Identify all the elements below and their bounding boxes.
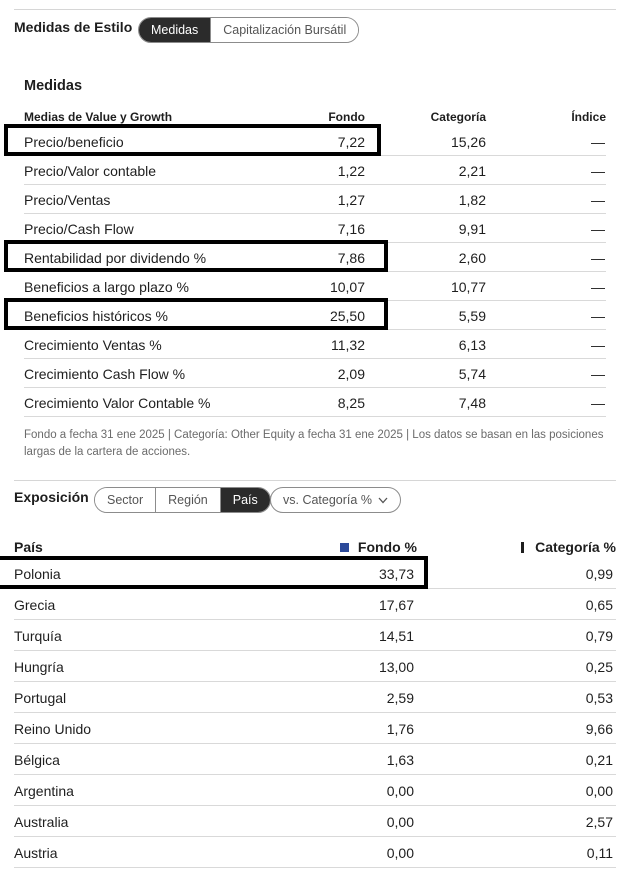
country-fund-value: 33,73 [378, 566, 414, 582]
measures-col-index: Índice [571, 110, 606, 124]
country-fund-value: 1,76 [386, 721, 414, 737]
country-category-value: 0,99 [585, 566, 613, 582]
country-label: Bélgica [14, 752, 60, 768]
highlight-box-polonia [0, 556, 428, 589]
measures-col-category: Categoría [430, 110, 486, 124]
country-fund-value: 0,00 [386, 783, 414, 799]
tab-pais[interactable]: País [220, 488, 270, 512]
measures-row [24, 185, 606, 214]
top-divider [14, 9, 616, 10]
tab-medidas[interactable]: Medidas [139, 18, 210, 42]
country-category-value: 0,21 [585, 752, 613, 768]
measure-index-value: — [591, 337, 605, 353]
measure-fund-value: 8,25 [337, 395, 365, 411]
measures-row [24, 156, 606, 185]
measure-label: Rentabilidad por dividendo % [24, 250, 207, 266]
measure-label: Crecimiento Valor Contable % [24, 395, 211, 411]
measure-category-value: 15,26 [450, 134, 486, 150]
measure-category-value: 6,13 [458, 337, 486, 353]
country-category-value: 0,11 [586, 845, 613, 861]
section-divider [14, 480, 616, 481]
measure-fund-value: 25,50 [329, 308, 365, 324]
country-fund-value: 2,59 [386, 690, 414, 706]
country-label: Grecia [14, 597, 56, 613]
country-row [14, 806, 616, 837]
tab-sector[interactable]: Sector [95, 488, 155, 512]
country-fund-value: 13,00 [378, 659, 414, 675]
country-row [14, 837, 616, 868]
tab-capitalizacion-bursatil[interactable]: Capitalización Bursátil [210, 18, 358, 42]
style-tab-group [138, 17, 359, 43]
country-category-value: 9,66 [585, 721, 613, 737]
fund-legend-square-icon [340, 543, 349, 552]
country-col-fund-label: Fondo % [357, 539, 417, 555]
country-fund-value: 0,00 [386, 814, 414, 830]
country-label: Austria [14, 845, 58, 861]
country-fund-value: 1,63 [386, 752, 414, 768]
measure-index-value: — [591, 395, 605, 411]
country-category-value: 0,00 [585, 783, 613, 799]
measure-label: Precio/Cash Flow [24, 221, 134, 237]
measure-index-value: — [591, 192, 605, 208]
country-row [14, 744, 616, 775]
measure-label: Precio/Valor contable [24, 163, 157, 179]
country-fund-value: 17,67 [378, 597, 414, 613]
measures-row [24, 330, 606, 359]
country-col-category-label: Categoría % [535, 539, 616, 555]
measure-label: Beneficios históricos % [24, 308, 168, 324]
measure-index-value: — [591, 308, 605, 324]
country-row [14, 589, 616, 620]
comparison-dropdown[interactable] [270, 487, 401, 513]
country-category-value: 0,25 [585, 659, 613, 675]
highlight-box-beneficios-historicos [4, 298, 388, 330]
measure-index-value: — [591, 163, 605, 179]
measure-index-value: — [591, 250, 605, 266]
measure-label: Crecimiento Ventas % [24, 337, 162, 353]
measure-index-value: — [591, 366, 605, 382]
measure-category-value: 2,60 [458, 250, 486, 266]
exposure-section-title: Exposición [14, 489, 89, 505]
measure-index-value: — [591, 221, 605, 237]
country-label: Reino Unido [14, 721, 92, 737]
measure-label: Crecimiento Cash Flow % [24, 366, 186, 382]
country-row [14, 775, 616, 806]
measures-row [24, 272, 606, 301]
measure-category-value: 1,82 [458, 192, 486, 208]
highlight-box-precio-beneficio [4, 124, 381, 156]
chevron-down-icon [378, 490, 388, 514]
measure-fund-value: 11,32 [331, 337, 365, 353]
country-category-value: 0,53 [585, 690, 613, 706]
measure-label: Precio/beneficio [24, 134, 124, 150]
measure-category-value: 5,59 [458, 308, 486, 324]
country-row [14, 713, 616, 744]
country-label: Turquía [14, 628, 62, 644]
measures-col-label: Medias de Value y Growth [24, 110, 173, 124]
exposure-tab-group [94, 487, 271, 513]
comparison-dropdown-label: vs. Categoría % [283, 493, 372, 507]
measure-index-value: — [591, 134, 605, 150]
country-fund-value: 0,00 [386, 845, 414, 861]
country-col-label: País [14, 539, 43, 555]
measure-fund-value: 7,16 [337, 221, 365, 237]
measure-fund-value: 7,22 [337, 134, 365, 150]
measures-row [24, 214, 606, 243]
measure-category-value: 5,74 [458, 366, 486, 382]
measures-footnote: Fondo a fecha 31 ene 2025 | Categoría: Other Equity a fecha 31 ene 2025 | Los datos se basan en las posiciones largas de la cartera de acciones. [24, 429, 604, 458]
measures-title: Medidas [24, 78, 83, 94]
tab-region[interactable]: Región [155, 488, 220, 512]
measure-label: Precio/Ventas [24, 192, 111, 208]
measures-row [24, 388, 606, 417]
measure-fund-value: 2,09 [337, 366, 365, 382]
country-label: Hungría [14, 659, 64, 675]
measure-fund-value: 7,86 [337, 250, 365, 266]
measure-category-value: 7,48 [458, 395, 486, 411]
country-col-category [521, 539, 616, 555]
category-legend-bar-icon [521, 542, 524, 553]
measure-fund-value: 10,07 [329, 279, 365, 295]
country-col-fund [340, 539, 417, 555]
country-label: Australia [14, 814, 69, 830]
country-label: Polonia [14, 566, 61, 582]
highlight-box-rentabilidad-dividendo [4, 240, 388, 272]
country-category-value: 0,79 [585, 628, 613, 644]
measure-index-value: — [591, 279, 605, 295]
country-fund-value: 14,51 [378, 628, 414, 644]
measure-label: Beneficios a largo plazo % [24, 279, 189, 295]
country-label: Portugal [14, 690, 67, 706]
measure-fund-value: 1,27 [337, 192, 365, 208]
country-row [14, 651, 616, 682]
country-row [14, 620, 616, 651]
measures-col-fund: Fondo [328, 110, 365, 124]
measure-category-value: 2,21 [458, 163, 486, 179]
country-label: Argentina [14, 783, 74, 799]
measures-row [24, 359, 606, 388]
measure-fund-value: 1,22 [337, 163, 365, 179]
style-section-title: Medidas de Estilo [14, 19, 133, 35]
measure-category-value: 10,77 [450, 279, 486, 295]
measure-category-value: 9,91 [458, 221, 486, 237]
country-row [14, 682, 616, 713]
country-category-value: 2,57 [585, 814, 613, 830]
country-category-value: 0,65 [585, 597, 613, 613]
